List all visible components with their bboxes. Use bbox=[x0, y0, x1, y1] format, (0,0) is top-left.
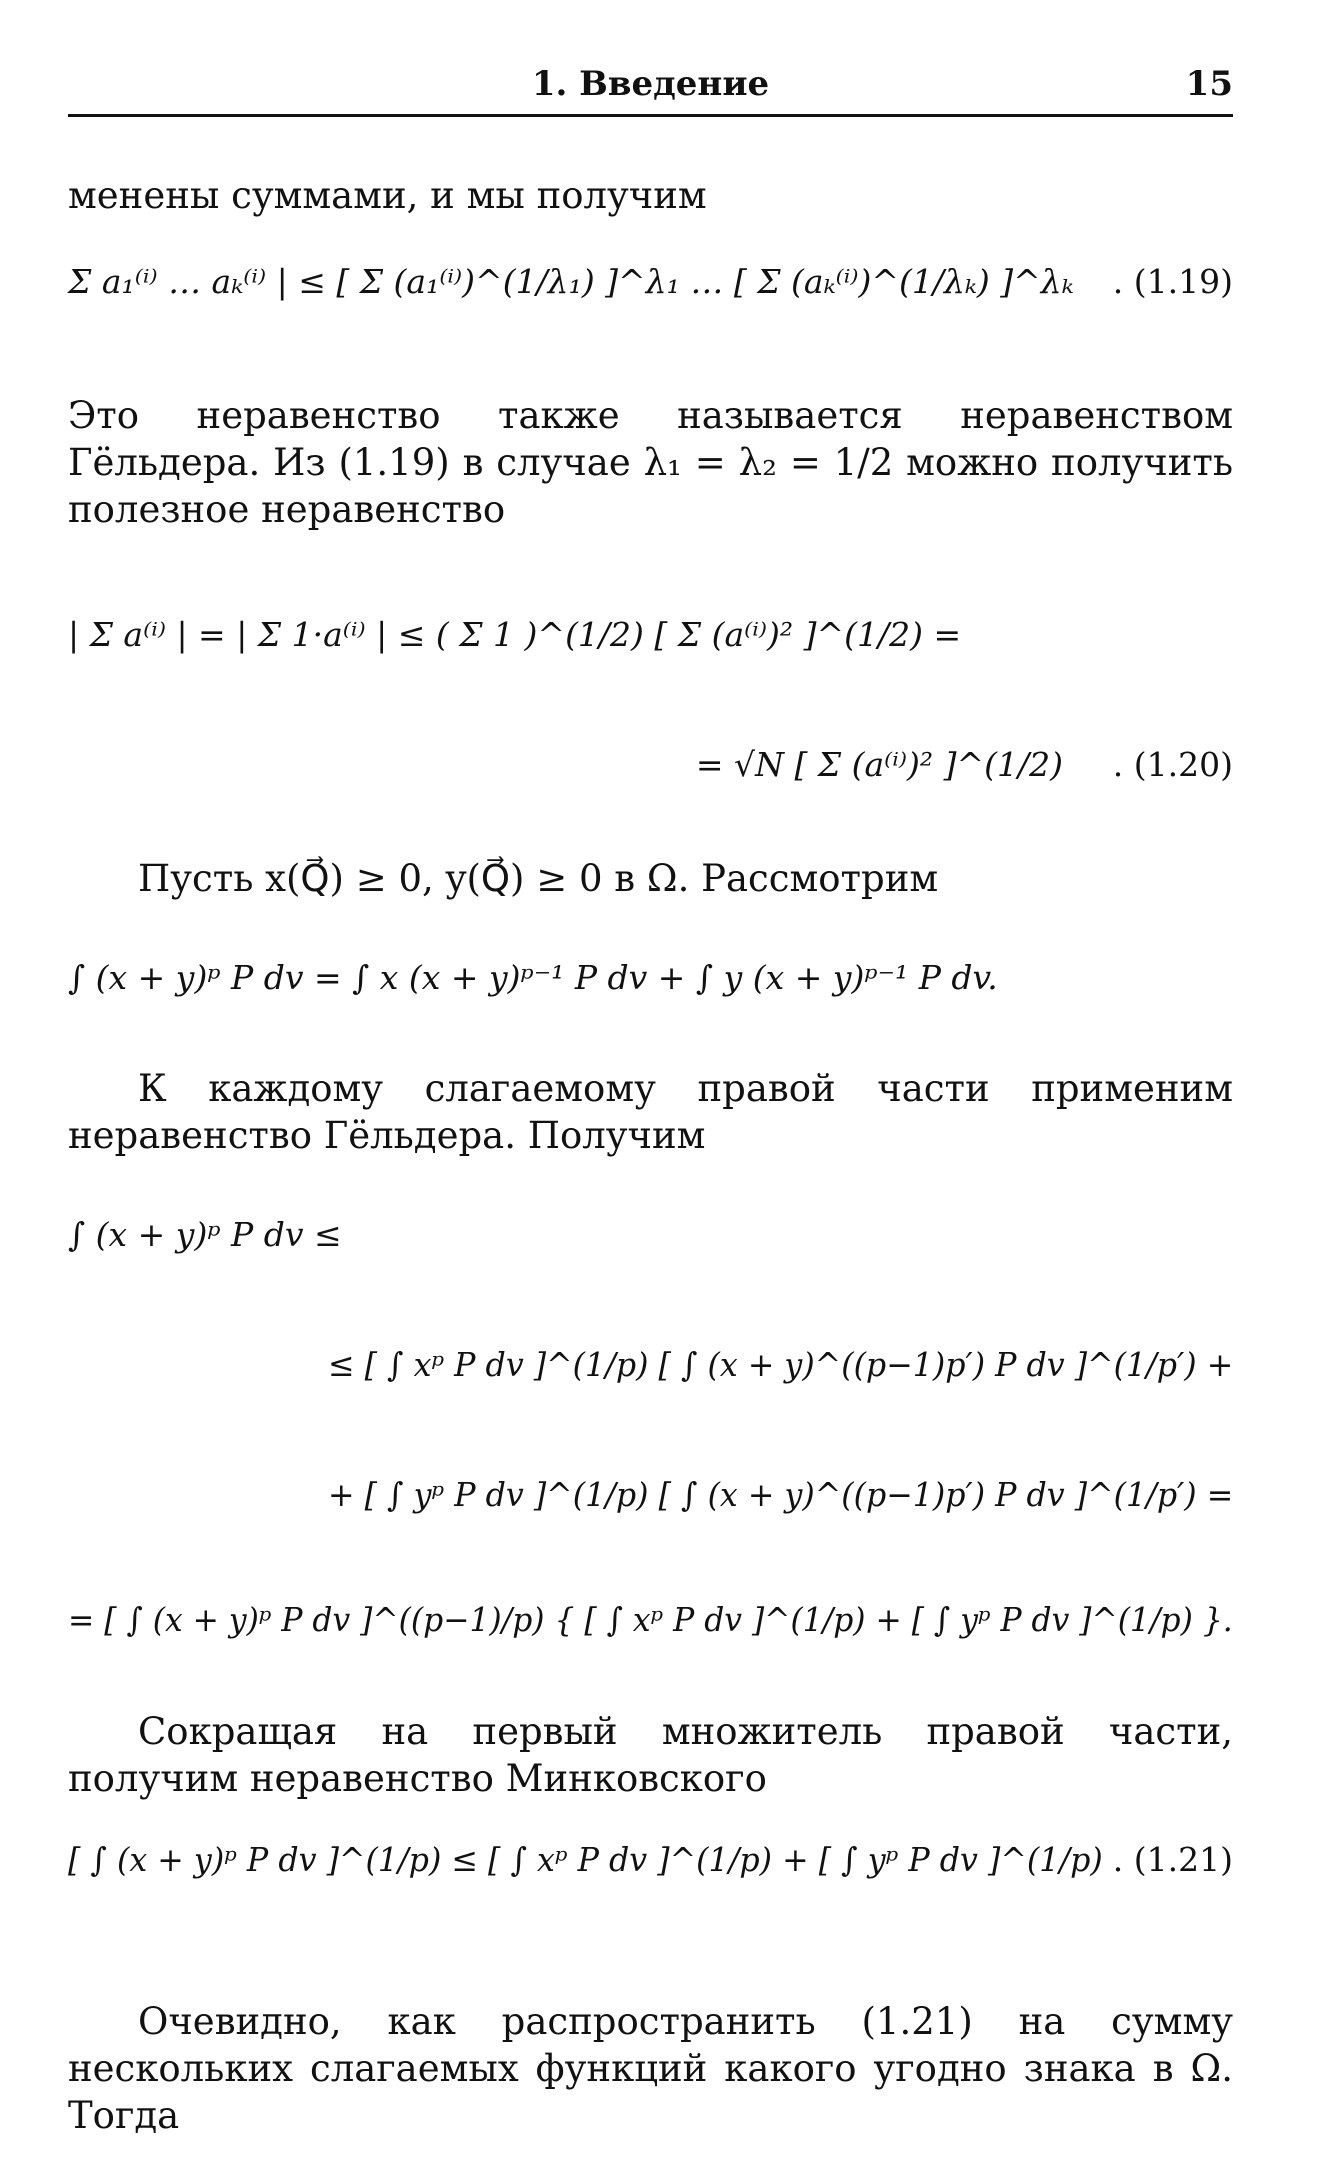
equation-1-21 bbox=[68, 1840, 1233, 1880]
equation-holder-line-3-body: + [ ∫ yᵖ P dv ]^(1/p) [ ∫ (x + y)^((p−1)p′) P dv ]^(1/p′) = bbox=[328, 1475, 1234, 1514]
equation-holder-line-4 bbox=[68, 1600, 1233, 1640]
equation-integral-split-body: ∫ (x + y)ᵖ P dv = ∫ x (x + y)ᵖ⁻¹ P dv + ∫ y (x + y)ᵖ⁻¹ P dv. bbox=[68, 958, 998, 997]
equation-number-1-19: . (1.19) bbox=[1112, 262, 1233, 301]
paragraph-2: Это неравенство также называется неравенством Гёльдера. Из (1.19) в случае λ₁ = λ₂ = 1/2 можно получить полезное неравенство bbox=[68, 394, 1233, 531]
paragraph-1: менены суммами, и мы получим bbox=[68, 174, 707, 217]
equation-1-20-line-2-body: = √N [ Σ (a⁽ⁱ⁾)² ]^(1/2) bbox=[695, 745, 1063, 784]
equation-holder-line-1 bbox=[68, 1215, 1233, 1255]
equation-holder-line-2-body: ≤ [ ∫ xᵖ P dv ]^(1/p) [ ∫ (x + y)^((p−1)p′) P dv ]^(1/p′) + bbox=[328, 1345, 1234, 1384]
equation-holder-line-4-body: = [ ∫ (x + y)ᵖ P dv ]^((p−1)/p) { [ ∫ xᵖ P dv ]^(1/p) + [ ∫ yᵖ P dv ]^(1/p) }. bbox=[68, 1600, 1233, 1639]
paragraph-3: Пусть x(Q⃗) ≥ 0, y(Q⃗) ≥ 0 в Ω. Рассмотрим bbox=[138, 857, 939, 900]
paragraph-6: Очевидно, как распространить (1.21) на сумму нескольких слагаемых функций какого угодно знака в Ω. Тогда bbox=[68, 2000, 1233, 2137]
equation-1-19-body: Σ a₁⁽ⁱ⁾ … aₖ⁽ⁱ⁾ | ≤ [ Σ (a₁⁽ⁱ⁾)^(1/λ₁) ]^λ₁ … [ Σ (aₖ⁽ⁱ⁾)^(1/λₖ) ]^λₖ bbox=[68, 262, 1074, 301]
paragraph-5: Сокращая на первый множитель правой части, получим неравенство Минковского bbox=[68, 1710, 1233, 1800]
equation-1-19 bbox=[68, 262, 1233, 302]
page-number: 15 bbox=[1185, 64, 1233, 104]
equation-1-20-line-1 bbox=[68, 615, 1233, 655]
equation-1-21-body: [ ∫ (x + y)ᵖ P dv ]^(1/p) ≤ [ ∫ xᵖ P dv ]^(1/p) + [ ∫ yᵖ P dv ]^(1/p) bbox=[68, 1840, 1103, 1879]
running-header bbox=[68, 58, 1233, 117]
paragraph-4: К каждому слагаемому правой части применим неравенство Гёльдера. Получим bbox=[68, 1067, 1233, 1157]
equation-integral-split bbox=[68, 958, 1233, 998]
equation-1-20-line-1-body: | Σ a⁽ⁱ⁾ | = | Σ 1·a⁽ⁱ⁾ | ≤ ( Σ 1 )^(1/2) [ Σ (a⁽ⁱ⁾)² ]^(1/2) = bbox=[68, 615, 962, 654]
equation-holder-line-2 bbox=[68, 1345, 1233, 1385]
equation-holder-line-3 bbox=[68, 1475, 1233, 1515]
section-title: 1. Введение bbox=[531, 64, 770, 104]
equation-1-20-line-2 bbox=[68, 745, 1233, 785]
equation-number-1-21: . (1.21) bbox=[1112, 1840, 1233, 1879]
equation-holder-line-1-body: ∫ (x + y)ᵖ P dv ≤ bbox=[68, 1215, 342, 1254]
equation-number-1-20: . (1.20) bbox=[1112, 745, 1233, 784]
